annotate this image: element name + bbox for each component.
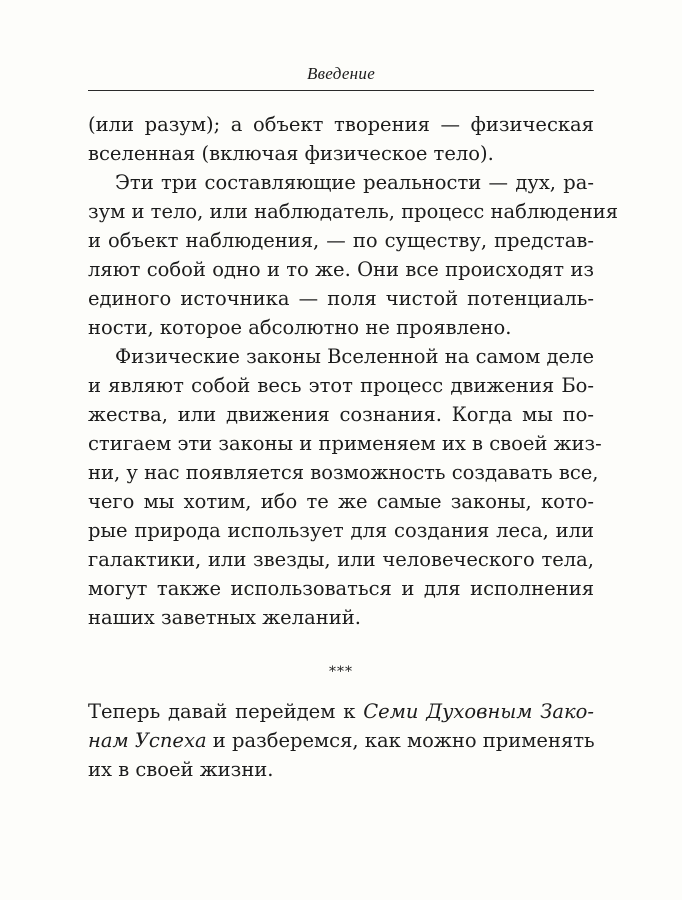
text-segment: их в своей жизни. [88,758,274,781]
text-segment: чего мы хотим, ибо те же самые законы, кото- [88,490,594,513]
header-rule [88,90,594,91]
italic-text-segment: нам Успеха [88,729,207,752]
text-line [88,110,594,139]
text-line [88,313,594,342]
section-separator: *** [329,664,353,680]
text-segment: стигаем эти законы и применяем их в своей жиз- [88,432,602,455]
text-line [88,197,619,226]
running-header-title: Введение [306,64,376,83]
text-line [88,255,594,284]
text-segment: и объект наблюдения, — по существу, представ- [88,229,594,252]
text-segment: Физические законы Вселенной на самом деле [115,345,594,368]
text-line [88,458,599,487]
text-line [88,139,594,168]
text-segment: ни, у нас появляется возможность создавать все, [88,461,599,484]
text-line [88,697,594,726]
paragraph-2 [88,168,619,342]
text-line [88,545,594,574]
text-segment: жества, или движения сознания. Когда мы по- [88,403,594,426]
text-segment: могут также использоваться и для исполнения [88,577,594,600]
text-segment: вселенная (включая физическое тело). [88,142,494,165]
text-segment: и разберемся, как можно применять [206,729,595,752]
text-segment: Эти три составляющие реальности — дух, ра- [115,171,594,194]
text-segment: наших заветных желаний. [88,606,361,629]
text-line [88,726,594,755]
text-segment: рые природа использует для создания леса, или [88,519,594,542]
paragraph-3 [88,342,602,632]
body-text [88,110,619,784]
text-segment: единого источника — поля чистой потенциаль- [88,287,594,310]
text-segment: ляют собой одно и то же. Они все происходят из [88,258,594,281]
text-line [88,487,594,516]
text-segment: Теперь давай перейдем к [88,700,364,723]
text-line [88,226,594,255]
text-segment: (или разум); а объект творения — физическая [88,113,594,136]
text-segment: и являют собой весь этот процесс движения Бо- [88,374,594,397]
text-segment: зум и тело, или наблюдатель, процесс наблюдения [88,200,619,223]
text-segment: ности, которое абсолютно не проявлено. [88,316,512,339]
text-segment: галактики, или звезды, или человеческого тела, [88,548,594,571]
text-line [88,371,594,400]
text-line [88,168,594,197]
text-line [88,603,594,632]
section-gap [88,687,594,697]
italic-text-segment: Семи Духовным Зако- [363,700,594,723]
paragraph-1 [88,110,594,168]
paragraph-4 [88,697,594,784]
text-line [88,755,594,784]
text-line [88,342,594,371]
text-line [88,429,602,458]
text-line [88,400,594,429]
text-line [88,284,594,313]
text-line [88,574,594,603]
text-line [88,516,594,545]
